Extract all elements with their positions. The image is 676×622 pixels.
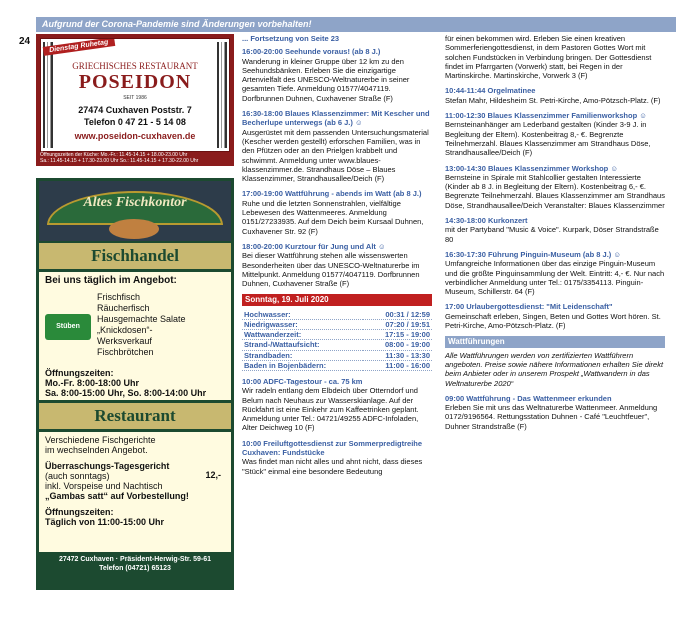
tide-label: Strand-/Wattaufsicht:: [242, 340, 363, 350]
fischkontor-header: [39, 181, 231, 241]
poseidon-ad-inner: [40, 38, 230, 152]
rest-hours: Täglich von 11:00-15:00 Uhr: [45, 517, 165, 527]
sunday-heading: Sonntag, 19. Juli 2020: [242, 294, 432, 305]
offer-list: [97, 292, 186, 358]
event-item: [242, 377, 432, 433]
tide-value: 11:30 - 13:30: [363, 350, 432, 360]
poseidon-hours-2: Sa.: 11.45-14.15 + 17.30-23.00 Uhr So.: 11.45-14.15 + 17.30-22.00 Uhr: [40, 158, 199, 164]
event-title: 17:00-19:00 Wattführung - abends im Watt (ab 8 J.): [242, 189, 422, 199]
poseidon-phone: Telefon 0 47 21 - 5 14 08: [84, 117, 186, 127]
event-title: 10:00 Freiluftgottesdienst zur Sommerpredigtreihe Cuxhaven: Fundstücke: [242, 438, 423, 458]
page-number: 24: [19, 36, 31, 47]
event-body: Erleben Sie mit uns das Weltnaturerbe Wattenmeer. Anmeldung 0172/9196564. Rettungsstation Duhnen - Café "Leuchtfeuer", Duhner Strandstraße (F): [445, 403, 658, 431]
tide-label: Wattwanderzeit:: [242, 330, 363, 340]
rest-line: (auch sonntags): [45, 471, 110, 481]
event-body: Gemeinschaft erleben, Singen, Beten und Gottes Wort hören. St. Petri-Kirche, Amo-Pötzsch-Platz. (F): [445, 311, 661, 331]
list-item: Fischbrötchen: [97, 347, 154, 357]
hours-weekend: Sa. 8:00-15:00 Uhr, So. 8:00-14:00 Uhr: [45, 388, 207, 398]
rest-line: Verschiedene Fischgerichte: [45, 435, 156, 445]
event-continuation: für einen bekommen wird. Erleben Sie einen kreativen Sommerferiengottesdienst, in dem Pastoren Gottes Wort mit solchen Fundstücken in Verbindung bringen. Der Gottesdienst findet im Pfarrgarten (Vorwerk) statt, bei Regen in der Martinskirche. Martinskirche, Vorwerk 3 (F): [445, 34, 652, 81]
hours-label: Öffnungszeiten:: [45, 368, 114, 378]
event-title: 13:00-14:30 Blaues Klassenzimmer Workshop ☺: [445, 163, 619, 173]
event-body: Umfangreiche Informationen über das einzige Pinguin-Museum und die größte Pinguinsammlung der Welt. Eintritt: 4,- €. Nur nach verbindlicher Anmeldung unter Tel.: 0175/3354113. Pinguin-Museum, Schillerstr. 64 (F): [445, 259, 665, 297]
wattfuehrungen-heading: Wattführungen: [445, 336, 665, 347]
hours-weekday: Mo.-Fr. 8:00-18:00 Uhr: [45, 378, 140, 388]
table-row: [242, 310, 432, 320]
event-body: Stefan Mahr, Hildesheim St. Petri-Kirche, Amo-Pötzsch-Platz. (F): [445, 95, 661, 105]
event-body: Ruhe und die letzten Sonnenstrahlen, vielfältige Lebewesen des Wattenmeeres. Anmeldung 0151/27233935. Auf dem Deich beim Kursaal Duhnen, Cuxhavener Str. 92 (F): [242, 198, 424, 236]
event-title: 16:30-18:00 Blaues Klassenzimmer: Mit Kescher und Becherlupe unterwegs (ab 6 J.) ☺: [242, 109, 430, 128]
event-title: 16:00-20:00 Seehunde voraus! (ab 8 J.): [242, 47, 381, 57]
list-item: „Knickdosen“-: [97, 325, 153, 335]
event-item: [242, 189, 432, 235]
poseidon-name: POSEIDON: [78, 71, 192, 93]
event-body: Ausgerüstet mit dem passenden Untersuchungsmaterial (Kescher werden gestellt) erforschen Familien, was in den Pfützen oder an den Prielgen krabbelt und schwimmt. Anmeldung unter www.blaues-klassenzimmer.de. Strandhaus Döse – Blaues Klassenzimmer, Strandhausallee/Deich (F): [242, 127, 429, 184]
tide-label: Strandbaden:: [242, 350, 363, 360]
rest-hours-label: Öffnungszeiten:: [45, 507, 114, 517]
daily-offer: Bei uns täglich im Angebot:: [45, 275, 177, 286]
tide-value: 08:00 - 19:00: [363, 340, 432, 350]
notice-banner: Aufgrund der Corona-Pandemie sind Änderungen vorbehalten!: [36, 17, 676, 32]
event-title: 09:00 Wattführung - Das Wattenmeer erkunden: [445, 393, 612, 403]
footer-address: 27472 Cuxhaven · Präsident-Herwig-Str. 59-61: [58, 556, 212, 563]
event-body: Was findet man nicht alles und ahnt nicht, dass dieses "Stück" einmal eine besondere Bedeutung: [242, 457, 423, 476]
event-body: Bernsteinanhänger am Lederband gestalten (Kinder 3-9 J. in Begleitung der Eltern). Kostenbeitrag 8,- €. Begrenzte Teilnehmerzahl. Blaues Klassenzimmer am Strandhaus Döse, Strandhausallee/Deich (F): [445, 120, 651, 158]
fischhandel-hours: [45, 368, 206, 398]
event-body: Bei dieser Wattführung stehen alle wissenswerten Besonderheiten über das UNESCO-Weltnaturerbe im Mittelpunkt. Anmeldung 01577/4047119. Dorfbrunnen Duhnen, Cuxhavener Straße (F): [242, 251, 420, 289]
fischhandel-box: [39, 272, 231, 400]
events-column-1: [242, 34, 432, 482]
event-item: [445, 250, 665, 296]
fischkontor-footer: [39, 555, 231, 573]
tide-label: Niedrigwasser:: [242, 319, 363, 329]
poseidon-subtitle: GRIECHISCHES RESTAURANT: [72, 61, 198, 71]
rest-line: inkl. Vorspeise und Nachtisch: [45, 481, 163, 491]
fischkontor-brand: Altes Fischkontor: [83, 195, 187, 210]
event-title: 14:30-18:00 Kurkonzert: [445, 216, 528, 226]
ribbon: Dienstag Ruhetag: [43, 38, 115, 56]
table-row: [242, 350, 432, 360]
tide-value: 11:00 - 16:00: [363, 360, 432, 370]
rest-special: Überraschungs-Tagesgericht: [45, 461, 170, 471]
rest-price: 12,-: [205, 470, 221, 480]
table-row: [242, 319, 432, 329]
table-row: [242, 340, 432, 350]
list-item: Hausgemachte Salate: [97, 314, 186, 324]
event-title: 16:30-17:30 Führung Pinguin-Museum (ab 8 J.) ☺: [445, 249, 622, 259]
event-body: Wir radeln entlang dem Elbdeich über Otterndorf und Belum nach Neuhaus zur Wasserskianlage. Auf der Rückfahrt ist eine Einkehr zum Kaffeetrinken geplant. Anmeldung unter Tel.: 04721/49255 ADFC-Infoladen, Alter Deichweg 10 (F): [242, 386, 419, 433]
events-column-2: [445, 34, 665, 437]
restaurant-heading: Restaurant: [39, 403, 231, 429]
poseidon-hours: [40, 152, 230, 164]
tide-value: 17:15 - 19:00: [363, 330, 432, 340]
event-title: 17:00 Urlaubergottesdienst: "Mit Leidenschaft": [445, 302, 613, 312]
poseidon-web[interactable]: www.poseidon-cuxhaven.de: [74, 131, 196, 141]
table-row: [242, 360, 432, 370]
event-title: 10:00 ADFC-Tagestour - ca. 75 km: [242, 376, 363, 386]
poseidon-address: 27474 Cuxhaven Poststr. 7: [78, 105, 192, 115]
event-title: 11:00-12:30 Blaues Klassenzimmer Familienworkshop ☺: [445, 111, 647, 121]
poseidon-hours-1: Öffnungszeiten der Küche: Mo.-Fr.: 11.45-14.15 + 18.00-23.00 Uhr: [40, 152, 188, 158]
event-item: [242, 109, 432, 183]
table-row: [242, 330, 432, 340]
restaurant-box: [39, 432, 231, 552]
wattfuehrungen-note: Alle Wattführungen werden von zertifizierten Wattführern angeboten. Preise sowie nähere Informationen erhalten Sie direkt beim Anbieter oder in unserem Prospekt „Wattwandern in das Weltnaturerbe 2020“: [445, 350, 664, 388]
event-item: [445, 164, 665, 210]
event-body: mit der Partyband "Music & Voice". Kurpark, Döser Strandstraße 80: [445, 225, 659, 244]
event-title: 18:00-20:00 Kurztour für Jung und Alt ☺: [242, 241, 386, 251]
tide-table: [242, 310, 432, 371]
event-item: [445, 216, 665, 244]
fischhandel-heading: Fischhandel: [39, 243, 231, 269]
event-item: [445, 86, 665, 105]
poseidon-ad: [36, 34, 234, 166]
rest-gambas: „Gambas satt“ auf Vorbestellung!: [45, 491, 189, 501]
event-title: 10:44-11:44 Orgelmatinee: [445, 86, 536, 96]
event-item: [242, 242, 432, 288]
event-item: [445, 111, 665, 157]
tide-label: Hochwasser:: [242, 310, 363, 320]
event-body: Wanderung in kleiner Gruppe über 12 km zu den Seehundsbänken. Erleben Sie die einzigartige Artenvielfalt des UNESCO-Weltnaturerbe in seiner gesamten Tiefe. Anmeldung 01577/4047119. Dorfbrunnen Duhnen, Cuxhavener Straße (F): [242, 56, 410, 103]
rest-line: im wechselnden Angebot.: [45, 445, 148, 455]
list-item: Frischfisch: [97, 292, 141, 302]
column-ornament-left: [43, 42, 53, 148]
list-item: Werksverkauf: [97, 336, 152, 346]
fischkontor-ad: [36, 178, 234, 590]
event-item: [445, 394, 665, 431]
poseidon-since: SEIT 1986: [123, 95, 147, 101]
event-body: Bernsteine in Spirale mit Stahlcollier gestalten Interessierte (Kinder ab 8 J. in Begleitung der Eltern). Kostenbeitrag 6,- €. Begrenzte Teilnehmerzahl. Blaues Klassenzimmer am Strandhaus Döse, Strandhausallee/Deich Veranstalter: Blaues Klassenzimmer: [445, 172, 665, 210]
list-item: Räucherfisch: [97, 303, 150, 313]
event-item: [242, 47, 432, 103]
event-item: [242, 439, 432, 476]
fish-logo-icon: [109, 219, 159, 239]
tide-value: 00:31 / 12:59: [363, 310, 432, 320]
stueben-logo: Stüben: [45, 314, 91, 340]
event-item: [445, 302, 665, 330]
tide-label: Baden in Bojenbädern:: [242, 360, 363, 370]
continued-note: ... Fortsetzung von Seite 23: [242, 34, 340, 43]
tide-value: 07:20 / 19:51: [363, 319, 432, 329]
column-ornament-right: [217, 42, 227, 148]
footer-phone: Telefon (04721) 65123: [99, 565, 171, 572]
